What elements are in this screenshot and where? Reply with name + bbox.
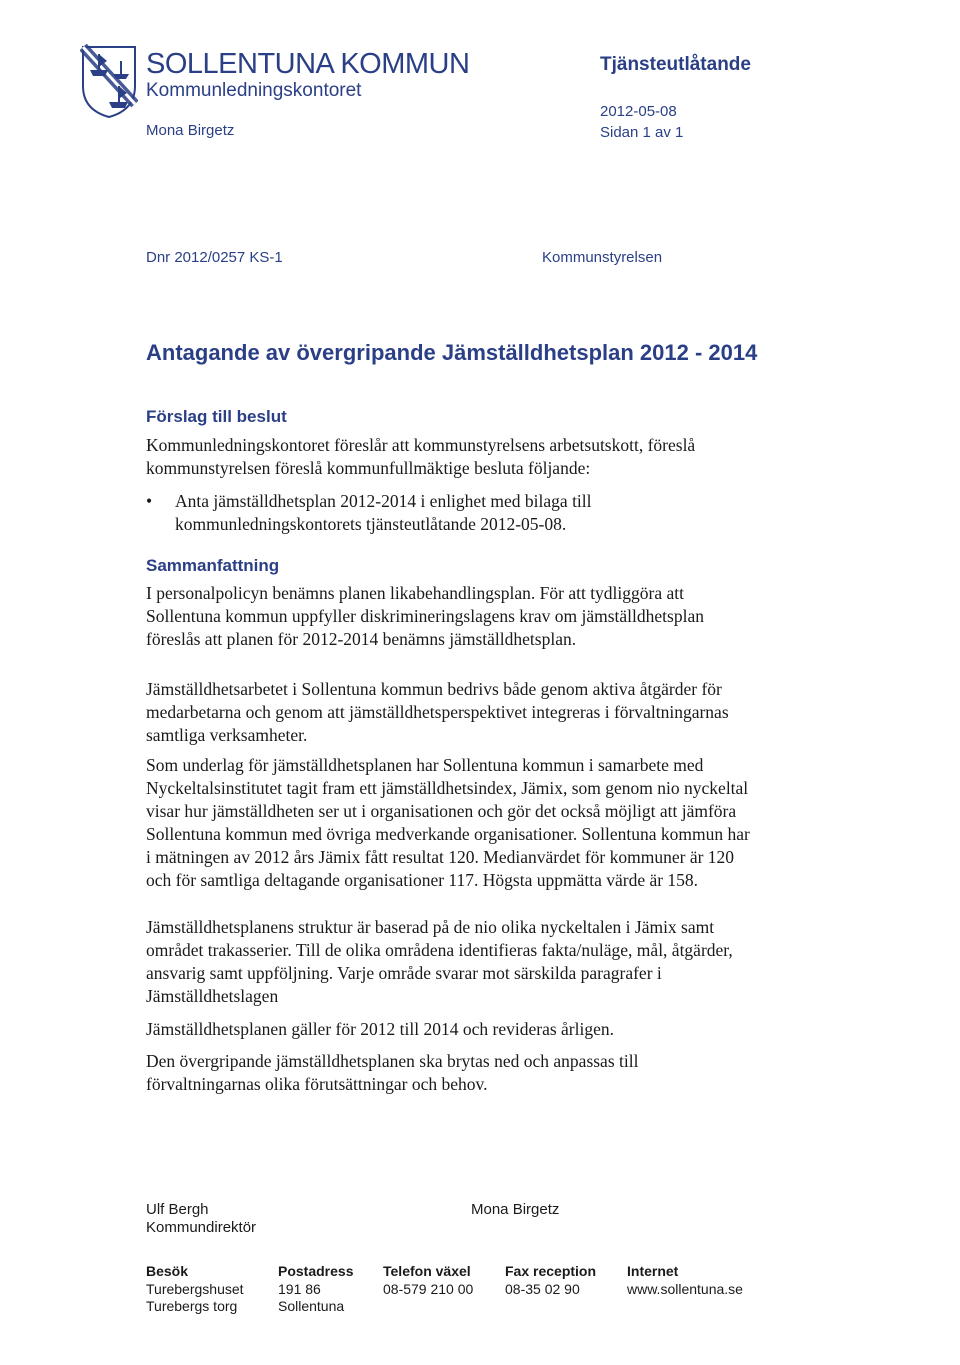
footer-postal-label: Postadress [278, 1263, 354, 1279]
footer-phone-label: Telefon växel [383, 1263, 471, 1279]
proposal-intro-paragraph: Kommunledningskontoret föreslår att kommunstyrelsens arbetsutskott, föreslå kommunstyrelsen föreslå kommunfullmäktige besluta följande: [146, 435, 696, 478]
footer-fax-number: 08-35 02 90 [505, 1281, 580, 1297]
summary-heading: Sammanfattning [146, 556, 280, 575]
summary-paragraph: Jämställdhetsplanen gäller för 2012 till 2014 och revideras årligen. [146, 1019, 614, 1039]
footer-website-link[interactable]: www.sollentuna.se [627, 1281, 743, 1297]
footer-phone-number: 08-579 210 00 [383, 1281, 474, 1297]
footer-visit-label: Besök [146, 1263, 189, 1279]
coat-of-arms-logo-icon [80, 44, 138, 120]
author-name: Mona Birgetz [146, 122, 235, 139]
summary-paragraph: Som underlag för jämställdhetsplanen har Sollentuna kommun i samarbete med Nyckeltalsinstitutet tagit fram ett jämställdhetsindex, Jämix, som genom nio nyckeltal visar hur jämställdheten ser ut i organisationen och gör det också möjligt att jämföra Sollentuna kommun med övriga medverkande organisationer. Sollentuna kommun har i mätningen av 2012 års Jämix fått resultat 120. Medianvärdet för kommuner är 120 och för samtliga deltagande organisationer 117. Högsta uppmätta värde är 158. [146, 755, 750, 890]
diary-number: Dnr 2012/0257 KS-1 [146, 249, 283, 266]
document-type: Tjänsteutlåtande [600, 54, 751, 75]
document-title: Antagande av övergripande Jämställdhetsplan 2012 - 2014 [146, 340, 758, 365]
department-name: Kommunledningskontoret [146, 80, 362, 101]
page-number: Sidan 1 av 1 [600, 124, 684, 141]
recipient: Kommunstyrelsen [542, 249, 663, 266]
summary-paragraph: Den övergripande jämställdhetsplanen ska brytas ned och anpassas till förvaltningarnas olika förutsättningar och behov. [146, 1051, 639, 1094]
footer-visit-line: Turebergshuset [146, 1281, 244, 1297]
bullet-icon: • [146, 491, 153, 511]
signatory-title: Kommundirektör [146, 1219, 257, 1236]
signatory-name: Ulf Bergh [146, 1201, 209, 1218]
footer-visit-line: Turebergs torg [146, 1298, 238, 1314]
footer-postal-line: Sollentuna [278, 1298, 345, 1314]
proposal-heading: Förslag till beslut [146, 407, 287, 426]
summary-paragraph: Jämställdhetsplanens struktur är baserad på de nio olika nyckeltalen i Jämix samt området trakasserier. Till de olika områdena identifieras fakta/nuläge, mål, åtgärder, ansvarig samt uppföljning. Varje område svarar mot särskilda paragrafer i Jämställdhetslagen [146, 917, 733, 1006]
summary-paragraph: Jämställdhetsarbetet i Sollentuna kommun bedrivs både genom aktiva åtgärder för medarbetarna och genom att jämställdhetsperspektivet integreras i förvaltningarnas samtliga verksamheter. [146, 679, 729, 745]
footer-fax-label: Fax reception [505, 1263, 597, 1279]
footer-internet-label: Internet [627, 1263, 679, 1279]
document-date: 2012-05-08 [600, 103, 677, 120]
organization-name: SOLLENTUNA KOMMUN [146, 48, 470, 80]
signatory-name: Mona Birgetz [471, 1201, 560, 1218]
summary-paragraph: I personalpolicyn benämns planen likabehandlingsplan. För att tydliggöra att Sollentuna kommun uppfyller diskrimineringslagens krav om jämställdhetsplan föreslås att planen för 2012-2014 benämns jämställdhetsplan. [146, 583, 704, 649]
proposal-bullet-text: Anta jämställdhetsplan 2012-2014 i enlighet med bilaga till kommunledningskontorets tjänsteutlåtande 2012-05-08. [175, 491, 592, 534]
footer-postal-line: 191 86 [278, 1281, 321, 1297]
